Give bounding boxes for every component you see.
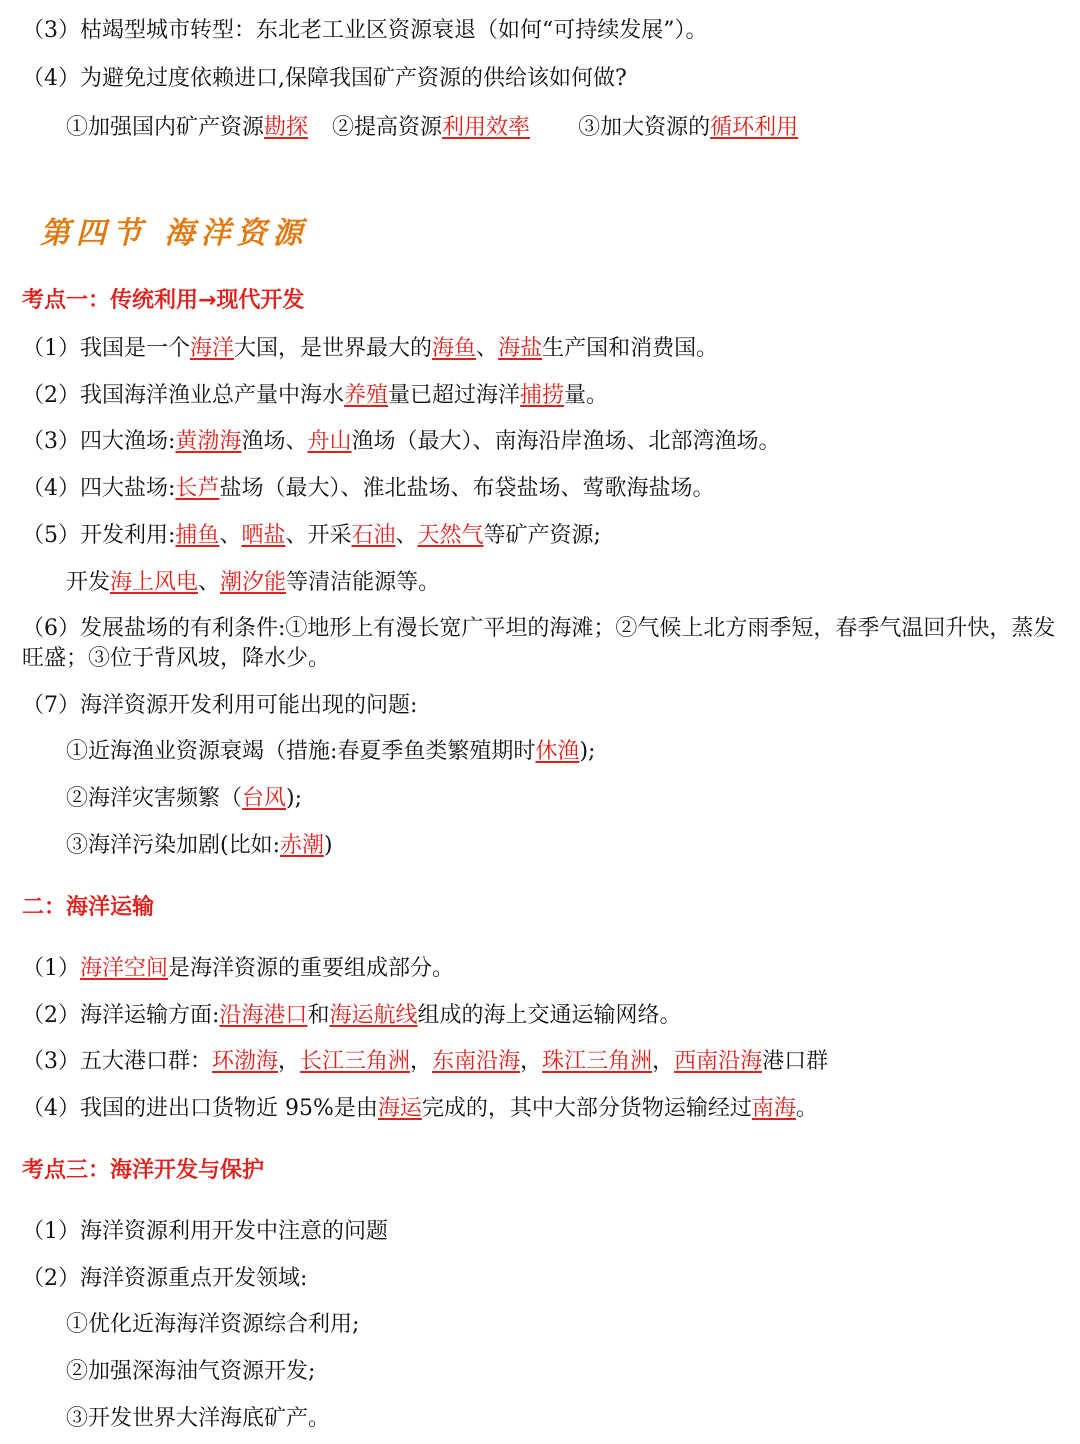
keyword: 海运航线 [329,1003,418,1028]
item-text: 等矿产资源; [483,523,601,548]
kp3-item-1 [22,1217,1062,1247]
item-text: ③开发世界大洋海底矿产。 [66,1406,331,1431]
answer-text: ①加强国内矿产资源 [66,115,265,140]
keyword: 潮汐能 [220,570,287,595]
keyword: 晒盐 [241,523,286,548]
answer-keyword: 利用效率 [442,115,531,140]
kp1-item-7c [66,831,1062,861]
item-text: 是海洋资源的重要组成部分。 [168,956,455,981]
kp1-item-6 [22,614,1062,674]
section-title: 第四节 海洋资源 [40,216,309,251]
item-text: （5）开发利用: [22,523,176,548]
keyword: 赤潮 [280,833,325,858]
keyword: 石油 [351,523,396,548]
item-text: （2）海洋资源重点开发领域: [22,1266,308,1291]
kp2-item-2 [22,1001,1062,1031]
kp1-item-3 [22,427,1062,457]
item-text: ①近海渔业资源衰竭（措施:春夏季鱼类繁殖期时 [66,739,536,764]
kp2-heading: 二：海洋运输 [22,895,155,920]
item-text: 量已超过海洋 [388,383,521,408]
kp1-heading: 考点一：传统利用→现代开发 [22,288,305,313]
item-text: 、 [219,523,242,548]
keyword: 海盐 [498,336,543,361]
item-text: ) [324,833,333,858]
item-text: （1）我国是一个 [22,336,190,361]
kp3-item-2a [66,1310,1062,1340]
item-text: （3）四大渔场: [22,429,176,454]
item-text: ， [278,1049,301,1074]
item-text: 、 [198,570,221,595]
keyword: 珠江三角洲 [542,1049,653,1074]
item-text: （1）海洋资源利用开发中注意的问题 [22,1219,388,1244]
keyword: 舟山 [307,429,352,454]
item-text: （4）为避免过度依赖进口,保障我国矿产资源的供给该如何做? [22,66,627,91]
item-text: 、开采 [285,523,352,548]
item-text: （6）发展盐场的有利条件:①地形上有漫长宽广平坦的海滩；②气候上北方雨季短，春季气温回升快，蒸发旺盛；③位于背风坡，降水少。 [22,616,1056,671]
item-4-mineral-supply [22,64,1062,94]
item-text: ); [579,739,596,764]
kp1-item-7a [66,737,1062,767]
keyword: 沿海港口 [219,1003,308,1028]
keyword: 海鱼 [432,336,477,361]
item-text: ②海洋灾害频繁（ [66,786,243,811]
kp1-item-5 [22,521,1062,551]
item-text: （3）枯竭型城市转型：东北老工业区资源衰退（如何“可持续发展”）。 [22,18,708,43]
keyword: 东南沿海 [432,1049,521,1074]
keyword: 西南沿海 [674,1049,763,1074]
item-text: 组成的海上交通运输网络。 [417,1003,682,1028]
item-text: ， [410,1049,433,1074]
kp2-item-1 [22,954,1062,984]
answer-text: ③加大资源的 [578,115,711,140]
answer-keyword: 勘探 [264,115,309,140]
keyword: 海洋空间 [80,956,169,981]
item-text: 港口群 [762,1049,829,1074]
item-3-resource-city [22,16,1062,46]
item-text: 盐场（最大）、淮北盐场、布袋盐场、莺歌海盐场。 [219,476,715,501]
item-text: （7）海洋资源开发利用可能出现的问题: [22,693,418,718]
item-text: （1） [22,956,80,981]
item-text: 等清洁能源等。 [286,570,441,595]
kp1-item-7b [66,784,1062,814]
keyword: 海洋 [190,336,235,361]
kp1-item-1 [22,334,1062,364]
answer-text: ②提高资源 [332,115,443,140]
item-text: 、 [476,336,499,361]
item-text: （4）我国的进出口货物近 95%是由 [22,1096,378,1121]
keyword: 海运 [377,1096,422,1121]
item-text: 和 [307,1003,330,1028]
item-text: ， [652,1049,675,1074]
item-text: ③海洋污染加剧(比如: [66,833,280,858]
item-4-answers [66,113,1062,143]
kp3-heading: 考点三：海洋开发与保护 [22,1158,265,1183]
item-text: 渔场、 [241,429,308,454]
item-text: （2）我国海洋渔业总产量中海水 [22,383,344,408]
keyword: 台风 [242,786,287,811]
keyword: 海上风电 [110,570,199,595]
keyword: 养殖 [344,383,389,408]
keyword: 黄渤海 [175,429,242,454]
keyword: 环渤海 [212,1049,279,1074]
kp3-item-2 [22,1264,1062,1294]
kp1-item-7 [22,691,1062,721]
item-text: 量。 [564,383,609,408]
item-text: （3）五大港口群： [22,1049,212,1074]
item-text: ， [520,1049,543,1074]
item-text: 生产国和消费国。 [542,336,719,361]
item-text: （4）四大盐场: [22,476,176,501]
kp3-item-2b [66,1357,1062,1387]
item-text: ②加强深海油气资源开发; [66,1359,316,1384]
keyword: 长江三角洲 [300,1049,411,1074]
item-text: 大国，是世界最大的 [234,336,433,361]
keyword: 捕鱼 [175,523,220,548]
item-text: 、 [395,523,418,548]
item-text: ); [286,786,303,811]
item-text: 。 [795,1096,818,1121]
keyword: 捕捞 [520,383,565,408]
answer-keyword: 循环利用 [710,115,799,140]
kp2-item-3 [22,1047,1062,1077]
item-text: 渔场（最大）、南海沿岸渔场、北部湾渔场。 [351,429,781,454]
kp1-item-5-cont [66,568,1062,598]
keyword: 长芦 [175,476,220,501]
item-text: 开发 [66,570,111,595]
item-text: （2）海洋运输方面: [22,1003,220,1028]
keyword: 天然气 [417,523,484,548]
keyword: 休渔 [535,739,580,764]
item-text: ①优化近海海洋资源综合利用; [66,1312,360,1337]
keyword: 南海 [751,1096,796,1121]
kp1-item-4 [22,474,1062,504]
kp1-item-2 [22,381,1062,411]
item-text: 完成的，其中大部分货物运输经过 [421,1096,752,1121]
kp2-item-4 [22,1094,1062,1124]
kp3-item-2c [66,1404,1062,1434]
